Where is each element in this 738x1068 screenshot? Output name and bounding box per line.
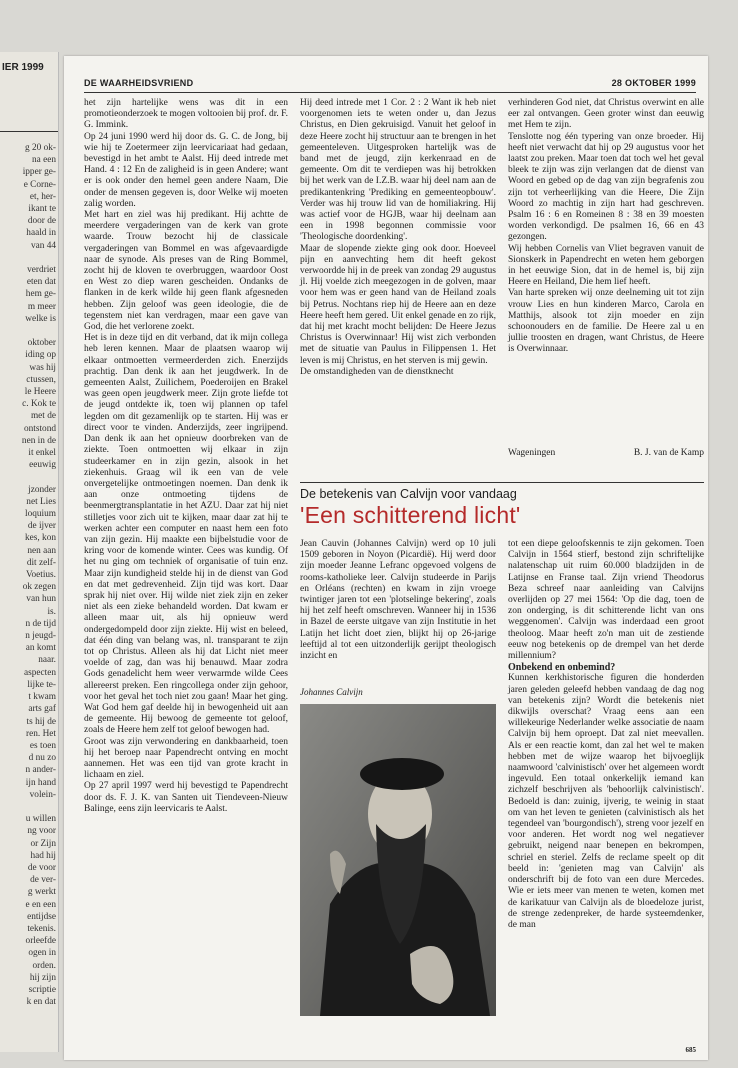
paragraph: het zijn hartelijke wens was dit in een promotieonderzoek te mogen voltooien bij prof. dr. F. G. Immink. bbox=[84, 98, 288, 131]
paragraph: Wij hebben Cornelis van Vliet begraven vanuit de Sionskerk in Papendrecht en weten hem geborgen in het eeuwige Sion, dat in de hemel is, bij zijn Heere en Heiland, Die hem lief heeft. bbox=[508, 243, 704, 288]
article-column-1 bbox=[300, 539, 496, 662]
text-fragment: jzonder bbox=[28, 484, 56, 495]
text-fragment: arts gaf bbox=[28, 704, 56, 715]
text-fragment bbox=[0, 471, 56, 483]
text-fragment: van 44 bbox=[30, 240, 56, 251]
text-fragment: haald in bbox=[26, 228, 56, 239]
text-fragment bbox=[0, 252, 56, 264]
obituary-column-3 bbox=[508, 98, 704, 356]
paragraph: Maar de slopende ziekte ging ook door. Hoeveel pijn en aanvechting hem dit heeft gekost verwoordde hij in de preek van zondag 29 augustus jl. Hij voelde zich meegezogen in de golven, maar voor hem was er geen hand van de Heiland zoals bij Petrus. Nochtans riep hij de Heere aan en deze Heere heeft hem gered. Uit enkel genade en zo rijk, dat hij met kracht mocht belijden: De Heere Jezus Christus is Overwinnaar! Hij wist zich verbonden met de situatie van Paulus in Filippensen 1. Het leven is mij Christus, en het sterven is mij gewin. bbox=[300, 243, 496, 366]
newspaper-page bbox=[64, 56, 708, 1060]
text-fragment: eten dat bbox=[26, 277, 56, 288]
text-fragment: nen in de bbox=[21, 435, 56, 446]
text-fragment: u willen bbox=[25, 814, 56, 825]
text-fragment: kes, kon bbox=[25, 533, 56, 544]
signature-author: B. J. van de Kamp bbox=[633, 448, 704, 458]
text-fragment: tekenis. bbox=[27, 923, 56, 934]
paragraph: Het is in deze tijd en dit verband, dat ik mijn collega heb leren kennen. Maar de plaatsen waarop wij elkaar ontmoetten vermeerderden zich. Enerzijds prachtig. Dan denk ik aan het jeugdwerk. In de gemeenten Aalst, Zuilichem, Poederoijen en Brakel was geen open jeugdwerk meer. Zijn grote liefde tot de jeugd ontdekte ik, toen wij plannen op tafel legden om dit gezamenlijk op te starten. Hij was er direct voor te vinden. Anderzijds, zeer ingrijpend. Dan denk ik aan het opnieuw doorbreken van de ziekte. Toen ontmoetten wij elkaar in zijn studeerkamer en in zijn gezin, alsook in het ziekenhuis. Graag wil ik een van de vele onvergetelijke ontmoetingen noemen. Dan denk ik aan onze ontmoeting tijdens de beenmergtransplantatie in het AZU. Daar zat hij niet stilletjes voor zich uit te kijken, maar daar zat hij te werken achter een computer en naast hem een foto van zijn gezin. Hij maakte een bijbelstudie voor de kring voor de komende winter. Cees was kundig. Of het nu ging om techniek of organisatie of tuin enz. Maar zijn kundigheid stelde hij in de dienst van God en dat met gedrevenheid. Zijn tijd was kort. Daar sprak hij niet over. Hij wilde niet ziek zijn en zeker niet als een zieke behandeld worden. Dat kwam er alleen maar uit, als hij opnieuw werd ondergedompeld door zijn ziekte. Hij wist en beleed, dat één ding van belang was, nl. transparant te zijn tot op Christus. Alleen als hij dat Licht niet meer voelde of zag, dan was hij benauwd. Maar zodra Gods genadelicht hem weer verwarmde wilde Cees allereerst preken. Een ringcollega onder zijn gehoor, voor het geval het toch niet zou gaan! Maar het ging. Wat God hem gaf deelde hij in bewogenheid uit aan de gemeente. Hij bewoog de gemeente tot geloof, zoals de Heere hem zelf tot geloof bewogen had. bbox=[84, 333, 288, 736]
paragraph: Groot was zijn verwondering en dankbaarheid, toen hij het beroep naar Papendrecht ontving en mocht aannemen. Het was een tijd van grote kracht in lichaam en ziel. bbox=[84, 736, 288, 781]
text-fragment: nen aan bbox=[27, 545, 56, 556]
text-fragment: na een bbox=[31, 155, 56, 166]
text-fragment: de voor bbox=[27, 862, 56, 873]
text-fragment bbox=[0, 801, 56, 813]
text-fragment: is. bbox=[47, 606, 56, 617]
text-fragment: eeuwig bbox=[29, 460, 56, 471]
issue-date: 28 OKTOBER 1999 bbox=[611, 78, 696, 88]
text-fragment: g 20 ok- bbox=[25, 143, 56, 153]
text-fragment: verdriet bbox=[27, 265, 56, 276]
calvin-portrait bbox=[300, 704, 496, 1016]
paragraph: De omstandigheden van de dienstknecht bbox=[300, 366, 454, 377]
paragraph: Tenslotte nog één typering van onze broeder. Hij heeft niet verwacht dat hij op 29 augustus voor het laatst zou preken. Maar toen dat toch wel het geval bleek te zijn was zijn verlangen dat de dienst van Woord en gebed op de dag van zijn begrafenis zou zijn tot verheerlijking van die Heere, Die Zijn Woord zo machtig in zijn hart had geschreven. Psalm 16 : 6 en Romeinen 8 : 38 en 39 moesten worden verkondigd. De psalmen 16, 66 en 43 gezongen. bbox=[508, 131, 704, 243]
adjacent-page-rule bbox=[0, 131, 58, 132]
text-fragment: es toen bbox=[29, 740, 56, 751]
text-fragment: ikant te bbox=[28, 204, 56, 215]
text-fragment: g werkt bbox=[27, 887, 56, 898]
text-fragment: et, her- bbox=[29, 191, 56, 202]
paragraph: Hij deed intrede met 1 Cor. 2 : 2 Want ik heb niet voorgenomen iets te weten onder u, dan Jezus Christus, en Dien gekruisigd. Vanuit het geloof in deze Heere zocht hij structuur aan te brengen in het gemeenteleven. Uitgesproken hartelijk was de band met de jeugd, zijn kerkenraad en de gemeente. Om dit te verdiepen was hij betrokken bij het werk van de I.Z.B. waar hij deel nam aan de predikantenkring 'Prediking en gemeenteopbouw'. Verder was hij trouw lid van de homiliakring. Hij was actief voor de HGJB, waar hij deelnam aan een in 1998 begonnen commissie voor 'Theologische doordenking'. bbox=[300, 98, 496, 243]
paragraph: verhinderen God niet, dat Christus overwint en alle eer zal ontvangen. Geen groter winst dan eeuwig met Hem te zijn. bbox=[508, 98, 704, 131]
text-fragment: entijdse bbox=[27, 911, 56, 922]
text-fragment: ontstond bbox=[23, 423, 56, 434]
article-kicker: De betekenis van Calvijn voor vandaag bbox=[300, 487, 517, 501]
header-rule bbox=[84, 92, 696, 93]
text-fragment: welke is bbox=[25, 313, 56, 324]
text-fragment: hem ge- bbox=[25, 289, 56, 300]
adjacent-page-header: IER 1999 bbox=[2, 62, 44, 73]
page-header bbox=[84, 78, 696, 90]
text-fragment: dit zelf- bbox=[26, 557, 56, 568]
text-fragment: met de bbox=[30, 411, 56, 422]
text-fragment: net Lies bbox=[26, 496, 56, 507]
text-fragment: ren. Het bbox=[26, 728, 56, 739]
text-fragment: volein- bbox=[29, 789, 56, 800]
adjacent-page bbox=[0, 52, 59, 1052]
text-fragment: ok zegen bbox=[22, 582, 56, 593]
text-fragment: van hun bbox=[26, 594, 56, 605]
text-fragment: e Corne- bbox=[23, 179, 56, 190]
text-fragment: de ver- bbox=[30, 875, 56, 886]
text-fragment: oktober bbox=[27, 338, 56, 349]
article-column-2 bbox=[508, 539, 704, 931]
text-fragment: orleefde bbox=[25, 936, 56, 947]
paragraph: Op 27 april 1997 werd hij bevestigd te Papendrecht door ds. F. J. K. van Santen uit Tiendeveen-Nieuw Balinge, eens zijn leervicaris te Aalst. bbox=[84, 781, 288, 814]
text-fragment: it enkel bbox=[28, 448, 56, 459]
signature-line bbox=[508, 448, 704, 458]
text-fragment: an komt bbox=[25, 643, 56, 654]
text-fragment: orden. bbox=[32, 960, 56, 971]
photo-caption: Johannes Calvijn bbox=[300, 687, 363, 697]
text-fragment: e en een bbox=[25, 899, 56, 910]
text-fragment: d nu zo bbox=[28, 753, 56, 764]
obituary-column-2 bbox=[300, 98, 496, 378]
article-paragraph: Jean Cauvin (Johannes Calvijn) werd op 10 juli 1509 geboren in Noyon (Picardië). Hij werd door zijn moeder Jeanne Lefranc opgevoed volgens de rooms-katholieke leer. Calvijn studeerde in Parijs en Orléans (rechten) en kwam in zijn vroege twintiger jaren tot een 'plotselinge bekering', zoals hij het zelf heeft omschreven. Wanneer hij in 1536 in Bazel de eerste uitgave van zijn Institutie in het Latijn het licht doet zien, blijkt hij op 26-jarige leeftijd al tot een uitzonderlijk gerijpt theologisch inzicht en bbox=[300, 539, 496, 662]
text-fragment: door de bbox=[27, 216, 56, 227]
text-fragment: or Zijn bbox=[30, 838, 56, 849]
paragraph: Van harte spreken wij onze deelneming uit tot zijn vrouw Lies en hun kinderen Marco, Carola en Matthijs, alsook tot zijn moeder en zijn schoonouders en de familie. De Heere zal u en jullie troosten en dragen, want Christus, de Heere is Overwinnaar. bbox=[508, 288, 704, 355]
text-fragment: ts hij de bbox=[26, 716, 56, 727]
text-fragment: n ander- bbox=[25, 765, 56, 776]
text-fragment: loquium bbox=[25, 509, 56, 520]
text-fragment: de ijver bbox=[27, 521, 56, 532]
article-paragraph: tot een diepe geloofskennis te zijn gekomen. Toen Calvijn in 1564 stierf, bestond zijn schriftelijke nalatenschap uit ruim 60.000 bladzijden in de Latijnse en Franse taal. Zijn vriend Theodorus Beza schreef naar aanleiding van Calvijns overlijden op 27 mei 1564: 'Op die dag, toen de zon onderging, is dit schitterende licht van ons weggenomen'. Calvijn was inderdaad een groot theoloog. Maar heeft zo'n man uit de zestiende eeuw nog betekenis op de drempel van het derde millennium? bbox=[508, 539, 704, 662]
text-fragment: ipper ge- bbox=[22, 167, 56, 178]
text-fragment: ijn hand bbox=[25, 777, 56, 788]
text-fragment: ng voor bbox=[27, 826, 56, 837]
text-fragment: n jeugd- bbox=[25, 631, 56, 642]
adjacent-page-text bbox=[0, 142, 56, 1008]
text-fragment: iding op bbox=[25, 350, 56, 361]
signature-place: Wageningen bbox=[508, 448, 556, 458]
text-fragment: t kwam bbox=[28, 692, 56, 703]
text-fragment: ogen in bbox=[28, 948, 56, 959]
text-fragment: le Heere bbox=[24, 387, 56, 398]
paragraph: Op 24 juni 1990 werd hij door ds. G. C. de Jong, bij wie hij te Zoetermeer zijn leervicariaat had gedaan, bevestigd in het ambt te Aalst. Hij deed intrede met Hand. 4 : 12 En de zaligheid is in geen Andere; want er is ook onder den hemel geen andere Naam, Die onder de mensen gegeven is, door Welke wij moeten zalig worden. bbox=[84, 131, 288, 209]
text-fragment: n de tijd bbox=[25, 618, 56, 629]
text-fragment bbox=[0, 325, 56, 337]
text-fragment: was hij bbox=[29, 362, 56, 373]
text-fragment: lijke te- bbox=[27, 679, 56, 690]
article-headline: 'Een schitterend licht' bbox=[300, 502, 521, 528]
publication-title: DE WAARHEIDSVRIEND bbox=[84, 78, 194, 88]
text-fragment: c. Kok te bbox=[22, 399, 56, 410]
text-fragment: k en dat bbox=[26, 997, 56, 1008]
text-fragment: aspecten bbox=[23, 667, 56, 678]
text-fragment: m meer bbox=[27, 301, 56, 312]
paragraph: Met hart en ziel was hij predikant. Hij achtte de meerdere vergaderingen van de kerk van grote waarde. Trouw bezocht hij de classicale vergaderingen van Bommel en was afgevaardigde naar de synode. Als preses van de Ring Bommel, zocht hij de kloven te overbruggen, waardoor Oost en West zo diep waren gescheiden. Ondanks de flanken in de kerk wilde hij geen flank afgesneden hebben. Zijn geloof was geen ideologie, die de tegenstem niet kan verdragen, maar een gave van God, die het verlorene zoekt. bbox=[84, 210, 288, 333]
text-fragment: naar. bbox=[38, 655, 56, 666]
article-subhead: Onbekend en onbemind? bbox=[508, 662, 616, 674]
text-fragment: hij zijn bbox=[29, 972, 56, 983]
text-fragment: Voetius. bbox=[25, 570, 56, 581]
article-paragraph: Kunnen kerkhistorische figuren die honderden jaren geleden geleefd hebben vandaag de dag nog van betekenis zijn? Wordt die betekenis niet dikwijls overschat? Vraag eens aan een willekeurige Nederlander welke associatie de naam Calvijn bij hem oproept. Dat zal niet meevallen. Als er een reactie komt, dan zal het wel te maken hebben met de wijze waarop het bijvoeglijk naamwoord 'calvinistisch' over het algemeen wordt ingevuld. Een totaal onkerkelijk iemand kan zichzelf beschrijven als 'behoorlijk calvinistisch'. Bedoeld is dan: zuinig, ijverig, te weinig in staat om van het leven te genieten (calvinistisch als het tegendeel van 'bourgondisch'), streng voor jezelf en voor anderen. Het wordt nog wel negatiever gebruikt, neigend naar benepen en bekrompen, schriel en steriel. Zelfs de reclame speelt op dit beeld in: 'genieten mag van Calvijn' als onderschrift bij de foto van een dure Mercedes. Wie er iets meer van menen te weten, komen met de karikatuur van Calvijn als de bloedeloze jurist, de strenge zedenpreker, de harde systeemdenker, de man bbox=[508, 673, 704, 930]
page-number: 685 bbox=[685, 1046, 696, 1054]
obituary-column-1 bbox=[84, 98, 288, 815]
text-fragment: had hij bbox=[30, 850, 56, 861]
text-fragment: ctussen, bbox=[26, 374, 56, 385]
article-rule bbox=[300, 482, 704, 483]
text-fragment: scriptie bbox=[28, 984, 56, 995]
